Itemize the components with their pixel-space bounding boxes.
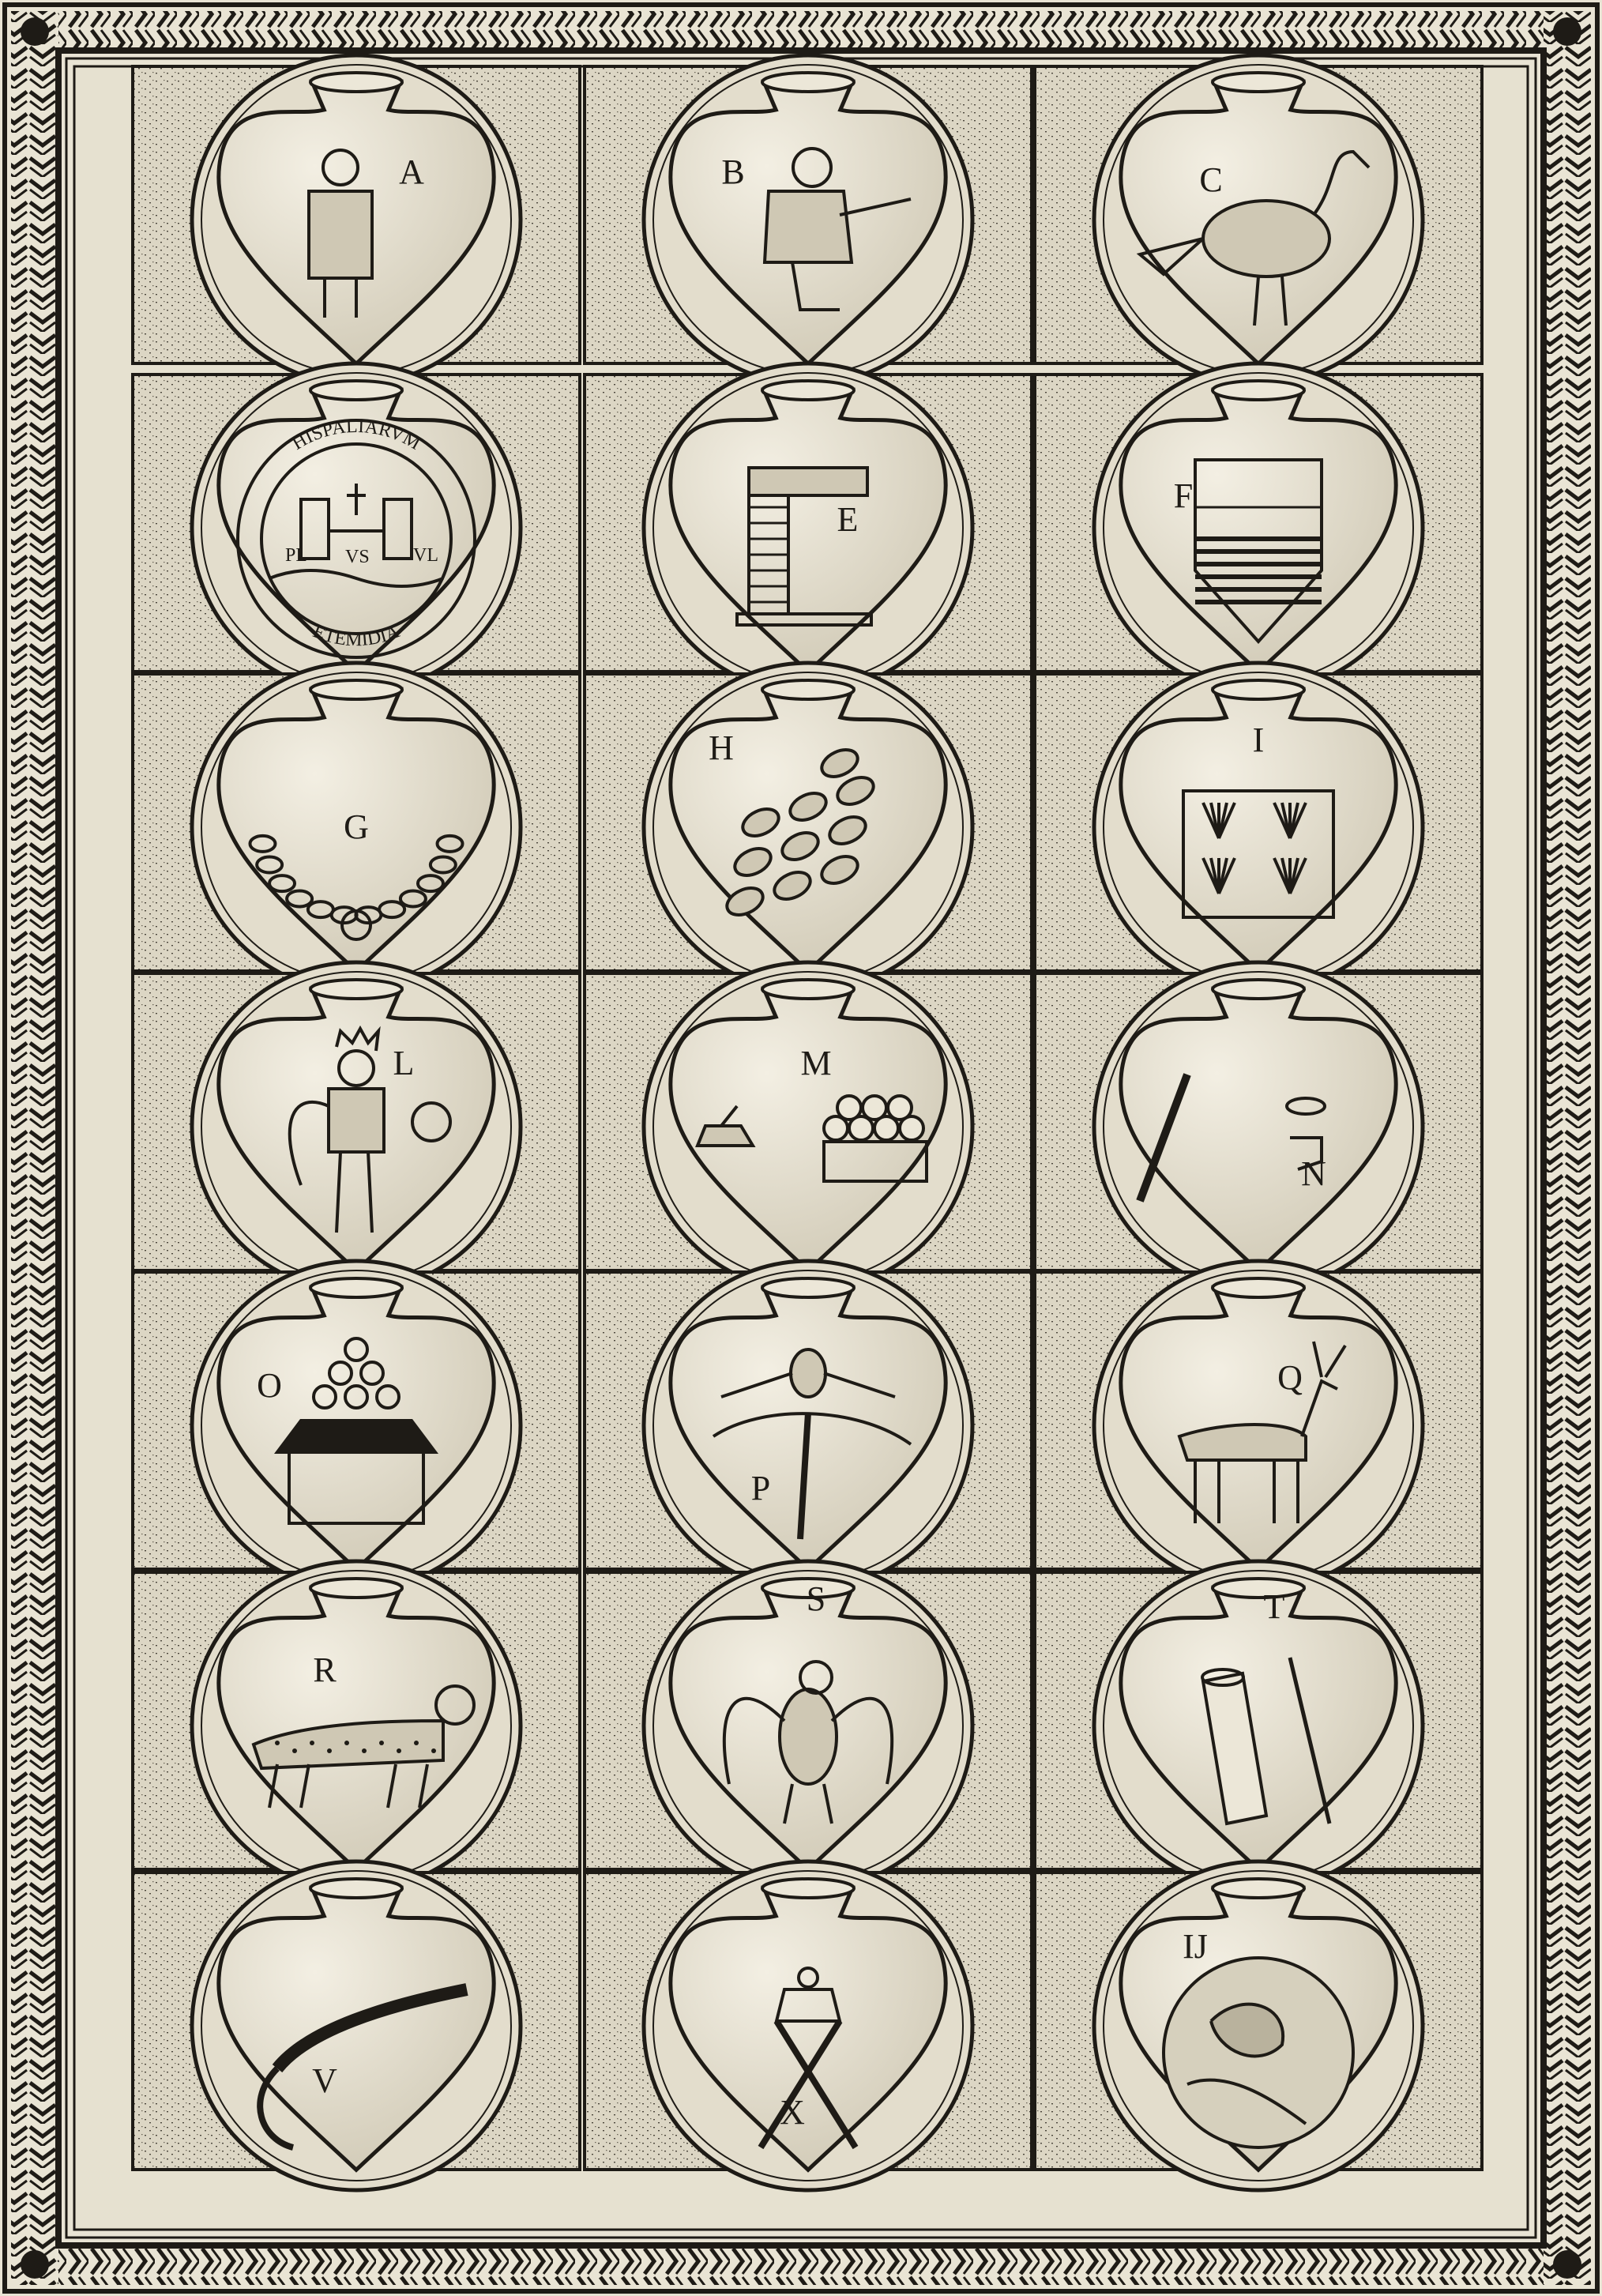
medallion-letter: G: [344, 807, 369, 846]
medallion-letter: H: [709, 728, 734, 767]
medallion-I: [1035, 663, 1482, 992]
border-bottom: [11, 2245, 1591, 2285]
medallion-N: [1035, 962, 1482, 1291]
medallion-letter: F: [1173, 476, 1194, 515]
medallion-letter: I: [1252, 721, 1265, 759]
medallion-A: [133, 55, 580, 384]
medallion-letter: N: [1301, 1154, 1326, 1193]
seal-inner-mid: VS: [345, 547, 370, 567]
medallion-V: [133, 1861, 580, 2190]
border-top: [11, 11, 1591, 51]
medallion-letter: T: [1263, 1587, 1285, 1626]
medallion-letter: X: [780, 2093, 805, 2132]
medallion-letter: B: [721, 152, 745, 191]
medallion-R: [133, 1561, 580, 1890]
medallion-letter: P: [750, 1469, 771, 1507]
border-right: [1544, 11, 1591, 2285]
medallion-L: [133, 962, 580, 1291]
medallion-E: [585, 363, 1032, 692]
medallion-seal: [133, 363, 580, 692]
medallion-IJ: [1035, 1861, 1482, 2190]
medallion-F: [1035, 363, 1482, 692]
medallion-S: [585, 1561, 1032, 1890]
seal-inscription-top: HISPALIARVM: [288, 416, 424, 454]
medallion-letter: A: [399, 152, 424, 191]
medallion-letter: C: [1199, 160, 1223, 199]
medallion-M: [585, 962, 1032, 1291]
medallion-B: [585, 55, 1032, 384]
border-left: [11, 11, 58, 2285]
seal-inscription-bottom: ETEMIDIA: [310, 621, 403, 651]
seal-inner-right: VL: [413, 545, 438, 566]
medallion-letter: Q: [1277, 1358, 1303, 1397]
medallion-letter: R: [313, 1650, 337, 1689]
medallion-letter: E: [837, 500, 859, 539]
medallion-T: [1035, 1561, 1482, 1890]
globe-with-animal-icon: [1164, 1958, 1353, 2147]
medallion-letter: IJ: [1183, 1927, 1208, 1966]
medallion-letter: V: [312, 2061, 337, 2100]
medallion-X: [585, 1861, 1032, 2190]
medallion-H: [585, 663, 1032, 992]
medallion-letter: S: [806, 1579, 826, 1618]
medallion-Q: [1035, 1261, 1482, 1590]
medallion-letter: M: [800, 1044, 832, 1082]
medallion-G: [133, 663, 580, 992]
medallion-letter: O: [257, 1366, 282, 1405]
medallion-P: [585, 1261, 1032, 1590]
medallion-letter: L: [393, 1044, 415, 1082]
medallion-O: [133, 1261, 580, 1590]
medallion-C: [1035, 55, 1482, 384]
seal-inner-left: PL: [285, 545, 308, 566]
